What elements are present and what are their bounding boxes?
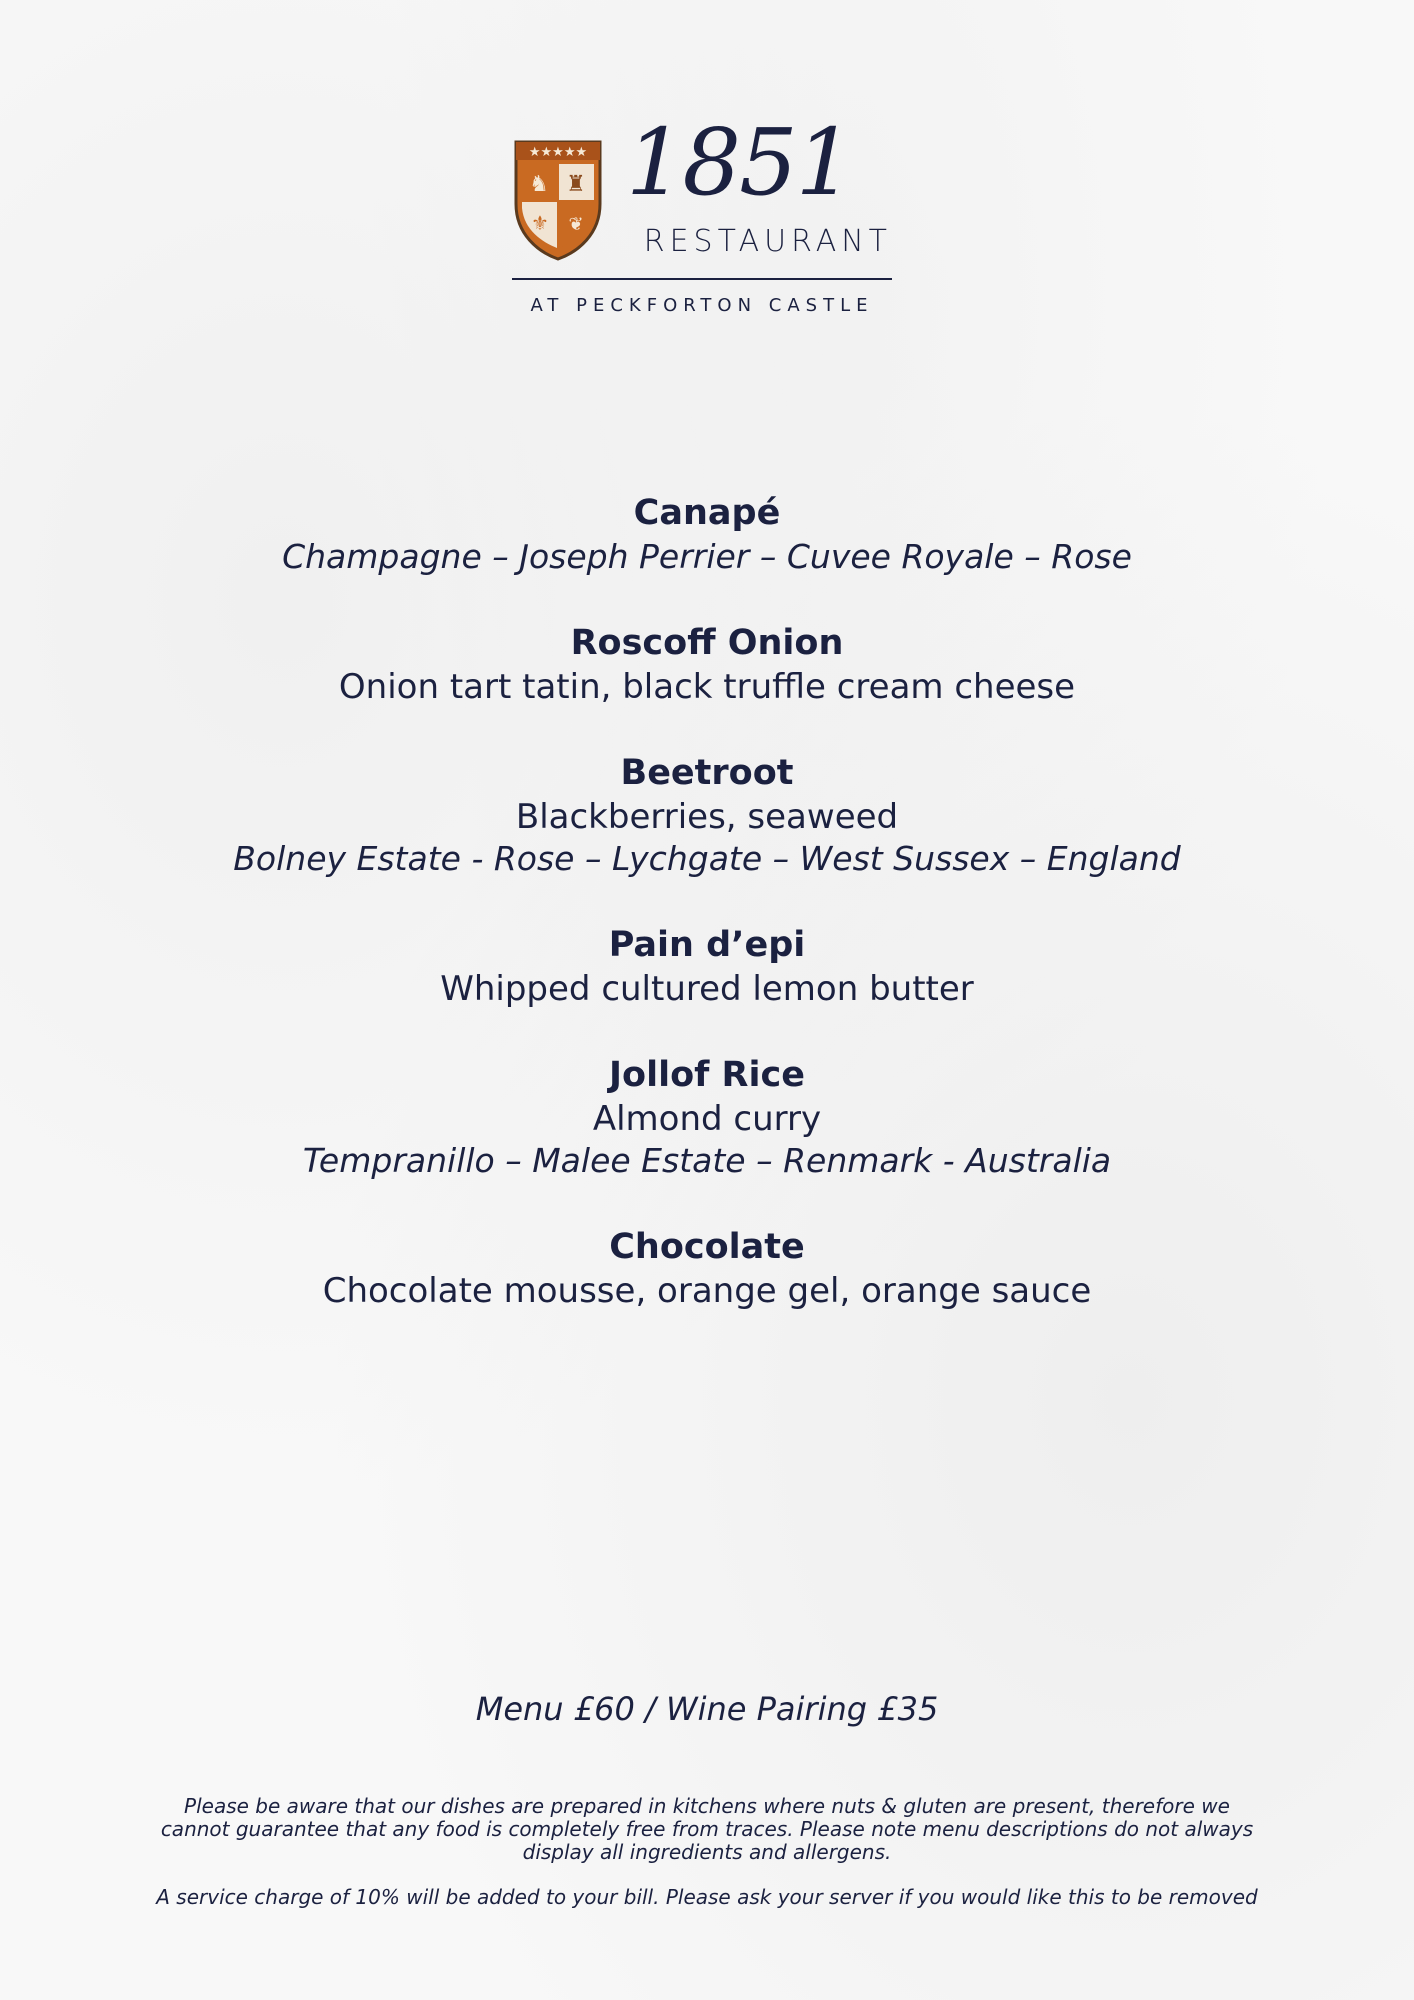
course-description: Whipped cultured lemon butter [440,969,974,1009]
logo-subtitle: AT PECKFORTON CASTLE [530,295,874,316]
course-canape [0,490,1414,578]
course-wine: Champagne – Joseph Perrier – Cuvee Royale – Rose [282,537,1132,576]
course-wine: Tempranillo – Malee Estate – Renmark - Australia [302,1141,1112,1180]
course-description: Blackberries, seaweed [515,797,899,837]
course-pain-depi [0,922,1414,1010]
logo-word: RESTAURANT [643,224,892,259]
course-title: Chocolate [609,1227,805,1267]
course-description: Almond curry [592,1099,822,1139]
service-charge-note: A service charge of 10% will be added to your bill. Please ask your server if you would like this to be removed [156,1885,1258,1909]
course-jollof-rice [0,1052,1414,1182]
course-description: Chocolate mousse, orange gel, orange sauce [322,1271,1092,1311]
five-stars-icon [529,145,587,160]
course-roscoff-onion [0,620,1414,708]
allergen-note: Please be aware that our dishes are prepared in kitchens where nuts & gluten are present, therefore we cannot guarantee that any food is completely free from traces. Please note menu descriptions do not always display all ingredients and allergens. [160,1794,1254,1864]
menu-price: Menu £60 / Wine Pairing £35 [475,1690,939,1728]
svg-text:❦: ❦ [568,214,584,235]
logo-divider [512,278,892,280]
menu-list [0,490,1414,1354]
course-title: Pain d’epi [608,925,806,965]
course-title: Canapé [633,493,781,533]
svg-text:⚜: ⚜ [531,211,549,235]
course-description: Onion tart tatin, black truffle cream cheese [338,667,1076,707]
shield-crest-icon [512,138,604,262]
course-title: Roscoff Onion [570,623,844,663]
course-title: Beetroot [620,753,794,793]
course-wine: Bolney Estate - Rose – Lychgate – West Sussex – England [233,839,1181,878]
logo-year: 1851 [626,109,853,216]
restaurant-logo [0,100,1414,330]
svg-text:♜: ♜ [566,172,586,197]
footer-notes [150,1795,1264,1931]
course-title: Jollof Rice [609,1055,805,1095]
svg-text:♞: ♞ [529,172,549,197]
svg-text:★★★★★: ★★★★★ [528,145,588,160]
course-chocolate [0,1224,1414,1312]
course-beetroot [0,750,1414,880]
